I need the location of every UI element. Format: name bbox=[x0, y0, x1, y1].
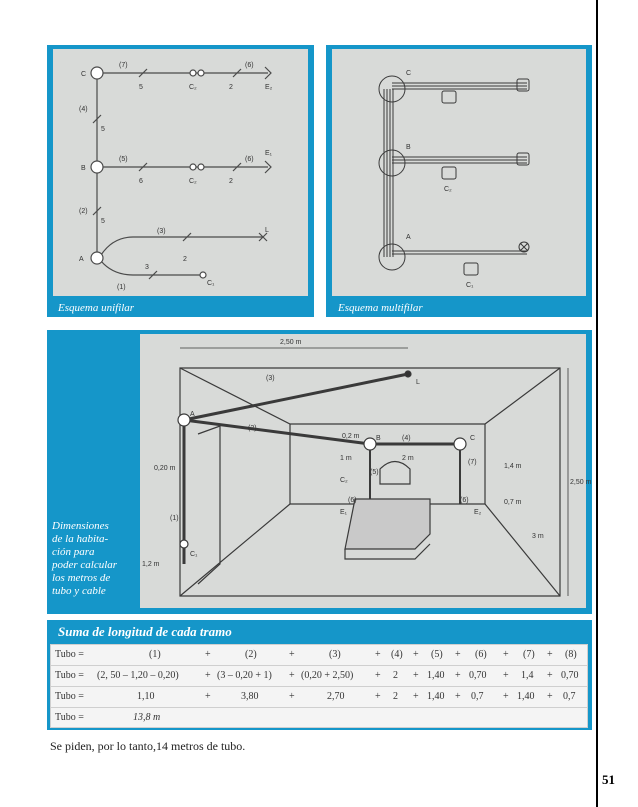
room-tramo-4: (4) bbox=[402, 435, 411, 442]
room-label-C1: C₁ bbox=[190, 551, 198, 558]
label-C2b: C₂ bbox=[189, 178, 197, 185]
room-tramo-7: (7) bbox=[468, 459, 477, 466]
cell: + bbox=[205, 649, 211, 660]
room-label-A: A bbox=[190, 411, 195, 418]
cell: (8) bbox=[565, 649, 577, 660]
summary-table bbox=[50, 644, 588, 728]
cell: + bbox=[413, 649, 419, 660]
tramo-5: (5) bbox=[119, 156, 128, 163]
room-caption-line: de la habita- bbox=[52, 533, 109, 545]
cell: (3 – 0,20 + 1) bbox=[217, 670, 272, 681]
cell: + bbox=[547, 691, 553, 702]
room-caption-line: tubo y cable bbox=[52, 585, 106, 597]
cell: + bbox=[503, 691, 509, 702]
room-diagram-area bbox=[140, 334, 592, 608]
summary-title: Suma de longitud de cada tramo bbox=[58, 624, 232, 639]
label-C1: C₁ bbox=[207, 280, 215, 287]
cell: (0,20 + 2,50) bbox=[301, 670, 354, 681]
unifilar-diagram-area bbox=[53, 49, 308, 296]
cell: + bbox=[503, 649, 509, 660]
room-label-L: L bbox=[416, 379, 420, 386]
cell: + bbox=[413, 691, 419, 702]
num-5c: 5 bbox=[101, 218, 105, 225]
room-tramo-5: (5) bbox=[370, 469, 379, 476]
cell: + bbox=[455, 649, 461, 660]
unifilar-caption: Esquema unifilar bbox=[58, 302, 135, 314]
cell: 1,4 bbox=[521, 670, 534, 681]
cell: + bbox=[289, 649, 295, 660]
cell: + bbox=[289, 691, 295, 702]
cell: 1,10 bbox=[137, 691, 155, 702]
room-caption-line: poder calcular bbox=[52, 559, 118, 571]
num-2b: 2 bbox=[229, 178, 233, 185]
summary-row bbox=[51, 666, 587, 686]
cell: + bbox=[205, 670, 211, 681]
cell: + bbox=[547, 649, 553, 660]
dim-1m: 1 m bbox=[340, 455, 352, 462]
label-C: C bbox=[81, 71, 87, 78]
cell: 2 bbox=[393, 670, 398, 681]
cell: 1,40 bbox=[427, 670, 445, 681]
num-6: 6 bbox=[139, 178, 143, 185]
tramo-6a: (6) bbox=[245, 62, 254, 69]
cell: 1,40 bbox=[517, 691, 535, 702]
summary-row bbox=[51, 708, 587, 728]
cell: 0,7 bbox=[563, 691, 576, 702]
multi-label-B: B bbox=[406, 144, 411, 151]
room-caption-line: los metros de bbox=[52, 572, 111, 584]
tramo-3: (3) bbox=[157, 228, 166, 235]
label-A: A bbox=[79, 256, 84, 263]
cell: 0,70 bbox=[561, 670, 579, 681]
room-label-B: B bbox=[376, 435, 381, 442]
summary-row bbox=[51, 687, 587, 707]
label-E2: E₂ bbox=[265, 84, 273, 91]
cell: + bbox=[205, 691, 211, 702]
label-E1: E₁ bbox=[265, 150, 273, 157]
total-cell: 13,8 m bbox=[133, 712, 161, 723]
room-caption-line: Dimensiones bbox=[52, 520, 109, 532]
num-3: 3 bbox=[145, 264, 149, 271]
num-2a: 2 bbox=[229, 84, 233, 91]
dim-07: 0,7 m bbox=[504, 499, 522, 506]
cell: (6) bbox=[475, 649, 487, 660]
footer-text: Se piden, por lo tanto,14 metros de tubo. bbox=[50, 739, 246, 753]
page-number: 51 bbox=[602, 772, 615, 787]
dim-020: 0,20 m bbox=[154, 465, 176, 472]
multifilar-caption: Esquema multifilar bbox=[338, 302, 423, 314]
cell: Tubo = bbox=[55, 670, 84, 681]
multi-label-A: A bbox=[406, 234, 411, 241]
multifilar-diagram bbox=[332, 49, 586, 296]
room-caption bbox=[52, 520, 138, 598]
room-label-C: C bbox=[470, 435, 476, 442]
label-B: B bbox=[81, 165, 86, 172]
room-label-C2a: C₂ bbox=[340, 477, 348, 484]
cell: + bbox=[375, 691, 381, 702]
num-2c: 2 bbox=[183, 256, 187, 263]
multi-label-C: C bbox=[406, 70, 412, 77]
label-C2a: C₂ bbox=[189, 84, 197, 91]
dim-250-side: 2,50 m bbox=[570, 479, 592, 486]
dim-3m: 3 m bbox=[532, 533, 544, 540]
room-tramo-1: (1) bbox=[170, 515, 179, 522]
num-5b: 5 bbox=[101, 126, 105, 133]
cell: + bbox=[455, 691, 461, 702]
tramo-4: (4) bbox=[79, 106, 88, 113]
cell: (4) bbox=[391, 649, 403, 660]
num-5a: 5 bbox=[139, 84, 143, 91]
dim-2m: 2 m bbox=[402, 455, 414, 462]
cell: + bbox=[455, 670, 461, 681]
room-label-E2: E₂ bbox=[474, 509, 482, 516]
cell: 1,40 bbox=[427, 691, 445, 702]
cell: (2) bbox=[245, 649, 257, 660]
cell: (3) bbox=[329, 649, 341, 660]
dim-12: 1,2 m bbox=[142, 561, 160, 568]
dim-02: 0,2 m bbox=[342, 433, 360, 440]
room-caption-line: ción para bbox=[52, 546, 95, 558]
cell: + bbox=[413, 670, 419, 681]
cell: 0,7 bbox=[471, 691, 484, 702]
cell: 3,80 bbox=[241, 691, 259, 702]
cell: (2, 50 – 1,20 – 0,20) bbox=[97, 670, 179, 681]
cell: 2 bbox=[393, 691, 398, 702]
summary-row bbox=[51, 645, 587, 665]
cell: 0,70 bbox=[469, 670, 487, 681]
unifilar-diagram bbox=[53, 49, 308, 296]
room-tramo-6b: (6) bbox=[460, 497, 469, 504]
tramo-6b: (6) bbox=[245, 156, 254, 163]
cell: Tubo = bbox=[55, 691, 84, 702]
room-tramo-6a: (6) bbox=[348, 497, 357, 504]
dim-250-top: 2,50 m bbox=[280, 339, 302, 346]
room-label-E1: E₁ bbox=[340, 509, 348, 516]
dim-14: 1,4 m bbox=[504, 463, 522, 470]
cell: + bbox=[547, 670, 553, 681]
multi-label-C1: C₁ bbox=[466, 282, 474, 289]
label-L: L bbox=[265, 227, 269, 234]
room-diagram bbox=[140, 334, 592, 608]
cell: Tubo = bbox=[55, 649, 84, 660]
cell: + bbox=[375, 670, 381, 681]
cell: + bbox=[375, 649, 381, 660]
room-tramo-2: (2) bbox=[248, 425, 257, 432]
cell: Tubo = bbox=[55, 712, 84, 723]
page-edge-rule bbox=[596, 0, 598, 807]
cell: + bbox=[503, 670, 509, 681]
cell: + bbox=[289, 670, 295, 681]
tramo-2: (2) bbox=[79, 208, 88, 215]
tramo-1: (1) bbox=[117, 284, 126, 291]
multi-label-C2: C₂ bbox=[444, 186, 452, 193]
cell: 2,70 bbox=[327, 691, 345, 702]
multifilar-diagram-area bbox=[332, 49, 586, 296]
cell: (1) bbox=[149, 649, 161, 660]
tramo-7: (7) bbox=[119, 62, 128, 69]
cell: (7) bbox=[523, 649, 535, 660]
room-tramo-3: (3) bbox=[266, 375, 275, 382]
cell: (5) bbox=[431, 649, 443, 660]
